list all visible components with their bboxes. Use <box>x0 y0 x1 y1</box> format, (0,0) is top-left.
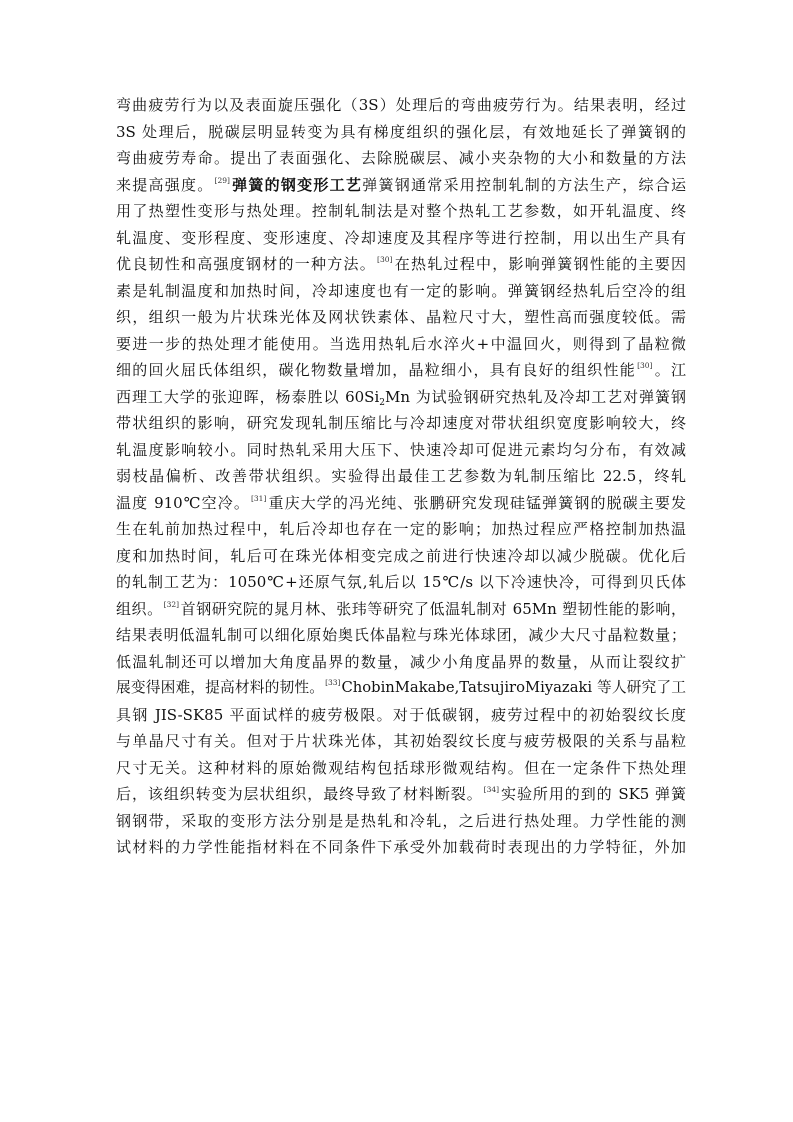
text-run: 要进一步的热处理才能使用。当选用热轧后水淬火+中温回火，则得到了晶粒微 <box>116 334 686 353</box>
text-line <box>116 728 686 755</box>
text-line <box>116 225 686 252</box>
body-text <box>116 92 686 861</box>
citation-ref: [29] <box>214 175 230 185</box>
citation-ref: [30] <box>377 255 393 264</box>
text-line <box>116 675 686 702</box>
text-line <box>116 834 686 861</box>
text-line <box>116 781 686 808</box>
text-line <box>116 702 686 729</box>
text-line <box>116 437 686 464</box>
text-run: 带状组织的影响，研究发现轧制压缩比与冷却速度对带状组织宽度影响较大，终 <box>116 414 686 432</box>
text-run: 度和加热时间，轧后可在珠光体相变完成之前进行快速冷却以减少脱碳。优化后 <box>116 546 686 565</box>
citation-ref: [33] <box>325 678 341 687</box>
text-run: 具钢 JIS-SK85 平面试样的疲劳极限。对于低碳钢，疲劳过程中的初始裂纹长度 <box>116 705 686 724</box>
text-run: 试材料的力学性能指材料在不同条件下承受外加载荷时表现出的力学特征，外加 <box>116 838 686 856</box>
text-line <box>116 569 686 596</box>
text-line <box>116 755 686 782</box>
text-line <box>116 596 686 623</box>
text-run: 生在轧前加热过程中，轧后冷却也存在一定的影响；加热过程应严格控制加热温 <box>116 520 686 538</box>
section-heading: 弹簧的钢变形工艺 <box>230 175 363 194</box>
text-line <box>116 172 686 199</box>
text-line <box>116 331 686 358</box>
text-run: ChobinMakabe,TatsujiroMiyazaki 等人研究了工 <box>341 679 686 696</box>
text-line <box>116 251 686 278</box>
text-run: 织，组织一般为片状珠光体及网状铁素体、晶粒尺寸大，塑性高而强度较低。需 <box>116 308 686 326</box>
text-run: 实验所用的到的 SK5 弹簧 <box>500 785 686 803</box>
text-line <box>116 649 686 676</box>
text-run: 轧温度影响较小。同时热轧采用大压下、快速冷却可促进元素均匀分布，有效减 <box>116 440 686 459</box>
text-line <box>116 384 686 411</box>
text-line <box>116 145 686 172</box>
text-run: 。江 <box>653 361 686 379</box>
text-run: 低温轧制还可以增加大角度晶界的数量，减少小角度晶界的数量，从而让裂纹扩 <box>116 652 686 671</box>
citation-ref: [32] <box>163 599 180 609</box>
citation-ref: [30] <box>637 361 653 370</box>
text-run: 素是轧制温度和加热时间，冷却速度也有一定的影响。弹簧钢经热轧后空冷的组 <box>116 281 686 300</box>
text-run: 在热轧过程中，影响弹簧钢性能的主要因 <box>393 255 686 273</box>
text-line <box>116 357 686 384</box>
text-run: 后，该组织转变为层状组织，最终导致了材料断裂。 <box>116 785 483 803</box>
text-run: 细的回火屈氏体组织，碳化物数量增加，晶粒细小，具有良好的组织性能 <box>116 361 637 379</box>
text-run: 组织。 <box>116 599 163 618</box>
text-run: 展变得困难，提高材料的韧性。 <box>116 679 325 696</box>
text-line <box>116 304 686 331</box>
text-run: 弹簧钢通常采用控制轧制的方法生产，综合运 <box>362 175 686 194</box>
text-run: 用了热塑性变形与热处理。控制轧制法是对整个热轧工艺参数，如开轧温度、终 <box>116 202 686 220</box>
text-line <box>116 410 686 437</box>
text-run: Mn 为试验钢研究热轧及冷却工艺对弹簧钢 <box>384 387 686 406</box>
text-line <box>116 278 686 305</box>
text-run: 尺寸无关。这种材料的原始微观结构包括球形微观结构。但在一定条件下热处理 <box>116 758 686 777</box>
text-run: 的轧制工艺为：1050℃+还原气氛,轧后以 15℃/s 以下冷速快冷，可得到贝氏体 <box>116 573 686 591</box>
text-run: 与单晶尺寸有关。但对于片状珠光体，其初始裂纹长度与疲劳极限的关系与晶粒 <box>116 732 686 750</box>
text-run: 钢钢带，采取的变形方法分别是是热轧和冷轧，之后进行热处理。力学性能的测 <box>116 811 686 830</box>
citation-ref: [31] <box>250 493 267 503</box>
text-run: 西理工大学的张迎晖，杨泰胜以 60Si <box>116 387 380 406</box>
text-run: 弯曲疲劳寿命。提出了表面强化、去除脱碳层、减小夹杂物的大小和数量的方法 <box>116 149 686 167</box>
text-line <box>116 543 686 570</box>
text-run: 结果表明低温轧制可以细化原始奥氏体晶粒与珠光体球团，减少大尺寸晶粒数量； <box>116 626 686 644</box>
subscript: 2 <box>379 397 385 408</box>
text-line <box>116 463 686 490</box>
text-line <box>116 198 686 225</box>
text-run: 首钢研究院的晁月林、张玮等研究了低温轧制对 65Mn 塑韧性能的影响， <box>180 599 686 618</box>
text-run: 优良韧性和高强度钢材的一种方法。 <box>116 255 377 273</box>
text-run: 弯曲疲劳行为以及表面旋压强化（3S）处理后的弯曲疲劳行为。结果表明，经过 <box>116 96 686 114</box>
citation-ref: [34] <box>483 785 500 794</box>
text-line <box>116 92 686 119</box>
text-run: 弱枝晶偏析、改善带状组织。实验得出最佳工艺参数为轧制压缩比 22.5，终轧 <box>116 467 686 485</box>
text-line <box>116 622 686 649</box>
text-line <box>116 119 686 146</box>
text-run: 3S 处理后，脱碳层明显转变为具有梯度组织的强化层，有效地延长了弹簧钢的 <box>116 122 686 141</box>
text-run: 来提高强度。 <box>116 175 214 194</box>
text-run: 温度 910℃空冷。 <box>116 493 250 512</box>
text-run: 重庆大学的冯光纯、张鹏研究发现硅锰弹簧钢的脱碳主要发 <box>267 493 686 512</box>
text-line <box>116 516 686 543</box>
text-line <box>116 490 686 517</box>
text-run: 轧温度、变形程度、变形速度、冷却速度及其程序等进行控制，用以出生产具有 <box>116 228 686 247</box>
text-line <box>116 808 686 835</box>
